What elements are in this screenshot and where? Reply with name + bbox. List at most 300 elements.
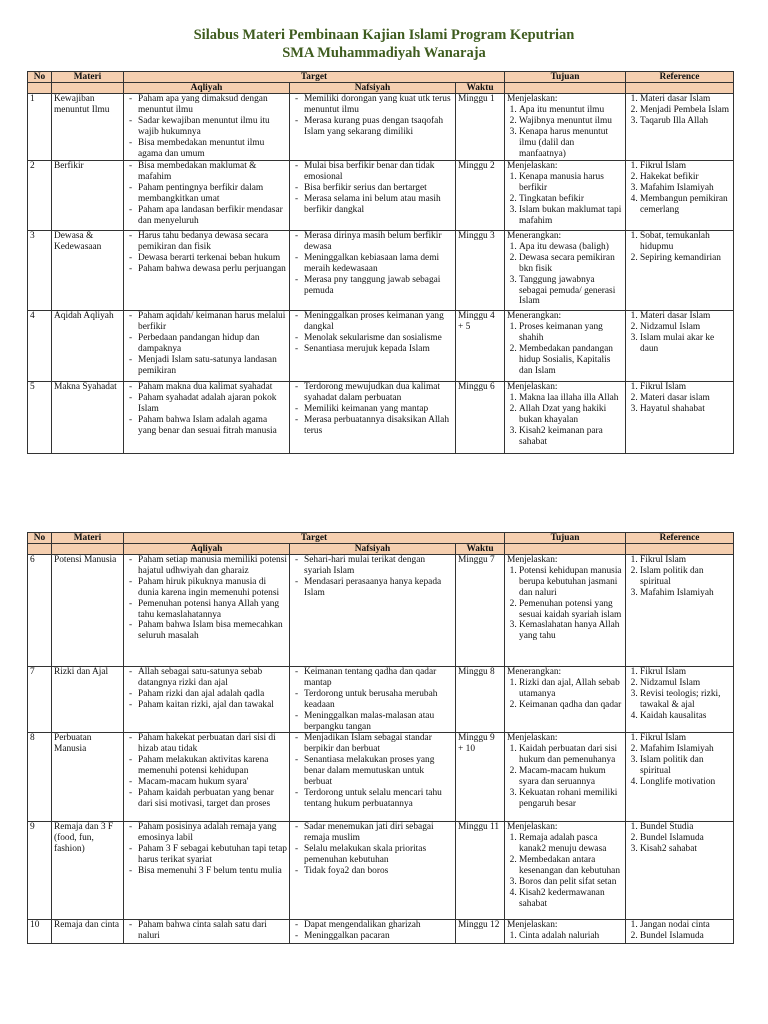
cell-reference [626, 382, 734, 454]
cell-materi [52, 231, 124, 311]
page-subtitle: SMA Muhammadiyah Wanaraja [282, 45, 486, 61]
materi-text: Aqidah Aqliyah [54, 311, 114, 321]
aqliyah-list [126, 555, 287, 642]
reference-item: 2. Hakekat befikir [640, 172, 731, 183]
reference-item: 2. Nidzamul Islam [640, 322, 731, 333]
materi-text: Perbuatan Manusia [54, 733, 92, 755]
reference-item: 4. Membangun pemikiran cemerlang [640, 194, 731, 216]
header-blank [626, 83, 734, 94]
cell-waktu [456, 94, 505, 161]
tujuan-item: 1. Potensi kehidupan manusia berupa kebutuhan jasmani dan naluri [519, 566, 623, 599]
table-row [28, 94, 734, 161]
cell-waktu [456, 920, 505, 944]
cell-tujuan [505, 382, 626, 454]
table-row [28, 822, 734, 920]
aqliyah-item: - Paham bahwa Islam adalah agama yang benar dan sesuai fitrah manusia [138, 415, 287, 437]
cell-reference [626, 555, 734, 667]
reference-list [628, 667, 731, 722]
header-blank [626, 544, 734, 555]
tujuan-item: 2. Dewasa secara pemikiran bkn fisik [519, 253, 623, 275]
reference-list [628, 733, 731, 788]
nafsiyah-item: - Senantiasa merujuk kepada Islam [304, 344, 453, 355]
waktu-text: Minggu 3 [458, 231, 495, 241]
header-blank [52, 544, 124, 555]
tujuan-item: 3. Kisah2 keimanan para sahabat [519, 426, 623, 448]
cell-waktu [456, 733, 505, 822]
cell-nafsiyah [290, 667, 456, 733]
cell-nafsiyah [290, 555, 456, 667]
table-row [28, 231, 734, 311]
aqliyah-list [126, 161, 287, 226]
reference-item: 1. Sobat, temukanlah hidupmu [640, 231, 731, 253]
cell-tujuan [505, 822, 626, 920]
cell-nafsiyah [290, 161, 456, 231]
cell-reference [626, 231, 734, 311]
cell-tujuan [505, 733, 626, 822]
tujuan-intro: Menjelaskan: [507, 161, 558, 171]
aqliyah-item: - Pemenuhan potensi hanya Allah yang tahu kemaslahatannya [138, 599, 287, 621]
aqliyah-item: - Allah sebagai satu-satunya sebab datangnya rizki dan ajal [138, 667, 287, 689]
nafsiyah-item: - Meninggalkan pacaran [304, 931, 453, 942]
cell-reference [626, 161, 734, 231]
waktu-text: Minggu 12 [458, 920, 500, 931]
cell-tujuan [505, 555, 626, 667]
reference-item: 2. Mafahim Islamiyah [640, 744, 731, 755]
reference-item: 2. Islam politik dan spiritual [640, 566, 731, 588]
nafsiyah-item: - Sehari-hari mulai terikat dengan syariah Islam [304, 555, 453, 577]
table-row [28, 311, 734, 382]
reference-item: 2. Bundel Islamuda [640, 833, 731, 844]
tujuan-item: 2. Membedakan pandangan hidup Sosialis, Kapitalis dan Islam [519, 344, 623, 377]
nafsiyah-item: - Senantiasa melakukan proses yang benar dalam memutuskan untuk berbuat [304, 755, 453, 788]
nafsiyah-list [292, 311, 453, 355]
cell-aqliyah [124, 94, 290, 161]
nafsiyah-item: - Meninggalkan proses keimanan yang dangkal [304, 311, 453, 333]
table-row [28, 382, 734, 454]
aqliyah-item: - Paham makna dua kalimat syahadat [138, 382, 287, 393]
cell-tujuan [505, 667, 626, 733]
tujuan-item: 2. Pemenuhan potensi yang sesuai kaidah syariah islam [519, 599, 623, 621]
header-target: Target [124, 533, 505, 544]
cell-aqliyah [124, 161, 290, 231]
nafsiyah-item: - Memiliki dorongan yang kuat utk terus menuntut ilmu [304, 94, 453, 116]
tujuan-item: 2. Macam-macam hukum syara dan seruannya [519, 766, 623, 788]
tujuan-intro: Menjelaskan: [507, 920, 558, 931]
nafsiyah-item: - Sadar menemukan jati diri sebagai remaja muslim [304, 822, 453, 844]
tujuan-item: 1. Makna laa illaha illa Allah [519, 393, 623, 404]
cell-reference [626, 920, 734, 944]
aqliyah-item: - Macam-macam hukum syara' [138, 777, 287, 788]
cell-nafsiyah [290, 311, 456, 382]
aqliyah-item: - Menjadi Islam satu-satunya landasan pemikiran [138, 355, 287, 377]
cell-materi [52, 920, 124, 944]
reference-list [628, 311, 731, 355]
tujuan-list [507, 322, 623, 377]
cell-nafsiyah [290, 94, 456, 161]
reference-item: 1. Fikrul Islam [640, 161, 731, 172]
tujuan-item: 1. Remaja adalah pasca kanak2 menuju dewasa [519, 833, 623, 855]
header-reference: Reference [626, 533, 734, 544]
tujuan-list [507, 833, 623, 909]
header-waktu: Waktu [456, 83, 505, 94]
tujuan-item: 1. Apa itu dewasa (baligh) [519, 242, 623, 253]
nafsiyah-item: - Dapat mengendalikan gharizah [304, 920, 453, 931]
reference-list [628, 822, 731, 855]
aqliyah-item: - Paham apa yang dimaksud dengan menuntut ilmu [138, 94, 287, 116]
row-number: 3 [30, 231, 35, 241]
header-blank [505, 83, 626, 94]
waktu-text: Minggu 6 [458, 382, 495, 392]
nafsiyah-list [292, 161, 453, 216]
aqliyah-list [126, 231, 287, 275]
cell-no [28, 822, 52, 920]
header-materi: Materi [52, 533, 124, 544]
tujuan-item: 3. Boros dan pelit sifat setan [519, 877, 623, 888]
row-number: 7 [30, 667, 35, 677]
tujuan-item: 1. Proses keimanan yang shahih [519, 322, 623, 344]
header-nafsiyah: Nafsiyah [290, 544, 456, 555]
reference-item: 2. Nidzamul Islam [640, 678, 731, 689]
cell-reference [626, 94, 734, 161]
reference-item: 3. Taqarub Illa Allah [640, 116, 731, 127]
aqliyah-item: - Paham kaitan rizki, ajal dan tawakal [138, 700, 287, 711]
materi-text: Kewajiban menuntut Ilmu [54, 94, 110, 115]
cell-materi [52, 311, 124, 382]
tujuan-list [507, 678, 623, 711]
nafsiyah-item: - Merasa pny tanggung jawab sebagai pemuda [304, 275, 453, 297]
syllabus-table-2 [27, 532, 734, 944]
cell-waktu [456, 822, 505, 920]
cell-waktu [456, 667, 505, 733]
aqliyah-item: - Paham setiap manusia memiliki potensi hajatul udhwiyah dan gharaiz [138, 555, 287, 577]
cell-waktu [456, 311, 505, 382]
tujuan-item: 3. Kenapa harus menuntut ilmu (dalil dan manfaatnya) [519, 127, 623, 160]
nafsiyah-list [292, 94, 453, 138]
reference-item: 2. Menjadi Pembela Islam [640, 105, 731, 116]
tujuan-item: 2. Keimanan qadha dan qadar [519, 700, 623, 711]
nafsiyah-item: - Bisa berfikir serius dan bertarget [304, 183, 453, 194]
reference-item: 1. Fikrul Islam [640, 667, 731, 678]
reference-item: 1. Bundel Studia [640, 822, 731, 833]
reference-item: 1. Fikrul Islam [640, 555, 731, 566]
tujuan-list [507, 393, 623, 448]
header-no: No [28, 533, 52, 544]
table-row [28, 920, 734, 944]
cell-aqliyah [124, 311, 290, 382]
header-blank [28, 83, 52, 94]
cell-tujuan [505, 94, 626, 161]
cell-reference [626, 822, 734, 920]
row-number: 2 [30, 161, 35, 171]
materi-text: Rizki dan Ajal [54, 667, 109, 677]
header-target: Target [124, 72, 505, 83]
reference-item: 3. Mafahim Islamiyah [640, 588, 731, 599]
cell-tujuan [505, 231, 626, 311]
cell-materi [52, 822, 124, 920]
cell-materi [52, 555, 124, 667]
tujuan-item: 2. Wajibnya menuntut ilmu [519, 116, 623, 127]
aqliyah-item: - Paham kaidah perbuatan yang benar dari sisi motivasi, target dan proses [138, 788, 287, 810]
cell-waktu [456, 555, 505, 667]
reference-item: 4. Kaidah kausalitas [640, 711, 731, 722]
nafsiyah-item: - Selalu melakukan skala prioritas pemenuhan kebutuhan [304, 844, 453, 866]
table-row [28, 667, 734, 733]
reference-item: 1. Materi dasar Islam [640, 94, 731, 105]
cell-no [28, 667, 52, 733]
cell-aqliyah [124, 920, 290, 944]
tujuan-list [507, 172, 623, 227]
cell-materi [52, 382, 124, 454]
nafsiyah-item: - Tidak foya2 dan boros [304, 866, 453, 877]
tujuan-item: 1. Rizki dan ajal, Allah sebab utamanya [519, 678, 623, 700]
header-nafsiyah: Nafsiyah [290, 83, 456, 94]
nafsiyah-list [292, 382, 453, 437]
reference-item: 1. Materi dasar Islam [640, 311, 731, 322]
row-number: 10 [30, 920, 40, 931]
waktu-text: Minggu 2 [458, 161, 495, 171]
cell-no [28, 920, 52, 944]
aqliyah-item: - Paham hiruk pikuknya manusia di dunia karena ingin memenuhi potensi [138, 577, 287, 599]
aqliyah-list [126, 94, 287, 159]
tujuan-item: 1. Cinta adalah naluriah [519, 931, 623, 942]
aqliyah-item: - Paham hakekat perbuatan dari sisi di hizab atau tidak [138, 733, 287, 755]
cell-aqliyah [124, 382, 290, 454]
reference-item: 3. Islam politik dan spiritual [640, 755, 731, 777]
cell-materi [52, 94, 124, 161]
table-row [28, 555, 734, 667]
reference-item: 4. Longlife motivation [640, 777, 731, 788]
aqliyah-item: - Paham apa landasan berfikir mendasar dan menyeluruh [138, 205, 287, 227]
row-number: 4 [30, 311, 35, 321]
nafsiyah-item: - Meninggalkan kebiasaan lama demi meraih kedewasaan [304, 253, 453, 275]
cell-nafsiyah [290, 231, 456, 311]
cell-tujuan [505, 161, 626, 231]
header-no: No [28, 72, 52, 83]
page-title: Silabus Materi Pembinaan Kajian Islami Program Keputrian [193, 27, 575, 43]
aqliyah-item: - Paham pentingnya berfikir dalam membangkitkan umat [138, 183, 287, 205]
tujuan-item: 2. Tingkatan befikir [519, 194, 623, 205]
reference-list [628, 920, 731, 942]
materi-text: Makna Syahadat [54, 382, 117, 392]
header-blank [505, 544, 626, 555]
cell-aqliyah [124, 231, 290, 311]
tujuan-intro: Menerangkan: [507, 311, 562, 321]
tujuan-intro: Menjelaskan: [507, 733, 558, 744]
header-aqliyah: Aqliyah [124, 83, 290, 94]
row-number: 5 [30, 382, 35, 392]
aqliyah-item: - Sadar kewajiban menuntut ilmu itu wajib hukumnya [138, 116, 287, 138]
cell-waktu [456, 161, 505, 231]
tujuan-intro: Menjelaskan: [507, 94, 558, 104]
tujuan-item: 4. Kisah2 kedermawanan sahabat [519, 888, 623, 910]
reference-list [628, 94, 731, 127]
nafsiyah-item: - Merasa perbuatannya disaksikan Allah terus [304, 415, 453, 437]
cell-nafsiyah [290, 920, 456, 944]
materi-text: Remaja dan 3 F (food, fun, fashion) [54, 822, 114, 855]
nafsiyah-list [292, 733, 453, 809]
tujuan-item: 2. Allah Dzat yang hakiki bukan khayalan [519, 404, 623, 426]
aqliyah-item: - Dewasa berarti terkenai beban hukum [138, 253, 287, 264]
waktu-text: Minggu 9 + 10 [458, 733, 495, 755]
materi-text: Remaja dan cinta [54, 920, 120, 931]
cell-nafsiyah [290, 733, 456, 822]
materi-text: Potensi Manusia [54, 555, 117, 565]
tujuan-item: 3. Tanggung jawabnya sebagai pemuda/ generasi Islam [519, 275, 623, 308]
table-row [28, 161, 734, 231]
aqliyah-item: - Paham bahwa dewasa perlu perjuangan [138, 264, 287, 275]
reference-list [628, 161, 731, 216]
nafsiyah-list [292, 920, 453, 942]
header-aqliyah: Aqliyah [124, 544, 290, 555]
cell-nafsiyah [290, 822, 456, 920]
waktu-text: Minggu 7 [458, 555, 495, 565]
aqliyah-item: - Paham bahwa cinta salah satu dari naluri [138, 920, 287, 942]
nafsiyah-item: - Terdorong mewujudkan dua kalimat syahadat dalam perbuatan [304, 382, 453, 404]
cell-nafsiyah [290, 382, 456, 454]
nafsiyah-item: - Menolak sekularisme dan sosialisme [304, 333, 453, 344]
aqliyah-list [126, 733, 287, 809]
aqliyah-item: - Bisa memenuhi 3 F belum tentu mulia [138, 866, 287, 877]
header-tujuan: Tujuan [505, 72, 626, 83]
tujuan-intro: Menerangkan: [507, 667, 562, 677]
cell-aqliyah [124, 733, 290, 822]
nafsiyah-list [292, 231, 453, 296]
tujuan-list [507, 242, 623, 307]
nafsiyah-item: - Merasa dirinya masih belum berfikir dewasa [304, 231, 453, 253]
nafsiyah-item: - Merasa kurang puas dengan tsaqofah Islam yang sekarang dimiliki [304, 116, 453, 138]
reference-item: 2. Materi dasar islam [640, 393, 731, 404]
aqliyah-item: - Paham syahadat adalah ajaran pokok Islam [138, 393, 287, 415]
reference-item: 3. Mafahim Islamiyah [640, 183, 731, 194]
tujuan-item: 2. Membedakan antara kesenangan dan kebutuhan [519, 855, 623, 877]
cell-aqliyah [124, 822, 290, 920]
waktu-text: Minggu 8 [458, 667, 495, 677]
nafsiyah-list [292, 667, 453, 732]
row-number: 1 [30, 94, 35, 104]
aqliyah-list [126, 822, 287, 877]
nafsiyah-item: - Terdorong untuk berusaha merubah keadaan [304, 689, 453, 711]
cell-no [28, 733, 52, 822]
materi-text: Berfikir [54, 161, 84, 171]
tujuan-item: 3. Kekuatan rohani memiliki pengaruh besar [519, 788, 623, 810]
waktu-text: Minggu 1 [458, 94, 495, 104]
nafsiyah-item: - Menjadikan Islam sebagai standar berpikir dan berbuat [304, 733, 453, 755]
tujuan-item: 3. Kemaslahatan hanya Allah yang tahu [519, 620, 623, 642]
tujuan-list [507, 566, 623, 642]
tujuan-item: 1. Kenapa manusia harus berfikir [519, 172, 623, 194]
cell-reference [626, 733, 734, 822]
cell-no [28, 231, 52, 311]
cell-tujuan [505, 311, 626, 382]
aqliyah-item: - Bisa membedakan menuntut ilmu agama dan umum [138, 138, 287, 160]
reference-item: 3. Kisah2 sahabat [640, 844, 731, 855]
tujuan-list [507, 744, 623, 809]
cell-waktu [456, 231, 505, 311]
aqliyah-item: - Paham 3 F sebagai kebutuhan tapi tetap harus terikat syariat [138, 844, 287, 866]
aqliyah-list [126, 920, 287, 942]
header-waktu: Waktu [456, 544, 505, 555]
nafsiyah-list [292, 555, 453, 599]
cell-materi [52, 667, 124, 733]
tujuan-intro: Menjelaskan: [507, 555, 558, 565]
table-row [28, 733, 734, 822]
aqliyah-list [126, 311, 287, 376]
tujuan-item: 3. Islam bukan maklumat tapi mafahim [519, 205, 623, 227]
reference-item: 1. Jangan nodai cinta [640, 920, 731, 931]
row-number: 9 [30, 822, 35, 833]
aqliyah-item: - Paham bahwa Islam bisa memecahkan seluruh masalah [138, 620, 287, 642]
reference-list [628, 555, 731, 599]
waktu-text: Minggu 11 [458, 822, 500, 833]
aqliyah-item: - Harus tahu bedanya dewasa secara pemikiran dan fisik [138, 231, 287, 253]
header-tujuan: Tujuan [505, 533, 626, 544]
row-number: 6 [30, 555, 35, 565]
materi-text: Dewasa & Kedewasaan [54, 231, 102, 252]
reference-item: 2. Bundel Islamuda [640, 931, 731, 942]
aqliyah-item: - Paham melakukan aktivitas karena memenuhi potensi kehidupan [138, 755, 287, 777]
tujuan-item: 1. Apa itu menuntut ilmu [519, 105, 623, 116]
aqliyah-item: - Paham posisinya adalah remaja yang emosinya labil [138, 822, 287, 844]
nafsiyah-item: - Meninggalkan malas-malasan atau berpangku tangan [304, 711, 453, 733]
reference-item: 3. Islam mulai akar ke daun [640, 333, 731, 355]
header-materi: Materi [52, 72, 124, 83]
row-number: 8 [30, 733, 35, 744]
reference-item: 1. Fikrul Islam [640, 733, 731, 744]
aqliyah-list [126, 667, 287, 711]
reference-list [628, 382, 731, 415]
syllabus-table-1 [27, 71, 734, 454]
cell-reference [626, 667, 734, 733]
waktu-text: Minggu 4 + 5 [458, 311, 495, 332]
tujuan-item: 1. Kaidah perbuatan dari sisi hukum dan pemenuhanya [519, 744, 623, 766]
cell-no [28, 94, 52, 161]
tujuan-intro: Menjelaskan: [507, 822, 558, 833]
cell-aqliyah [124, 667, 290, 733]
cell-materi [52, 161, 124, 231]
cell-tujuan [505, 920, 626, 944]
reference-item: 2. Sepiring kemandirian [640, 253, 731, 264]
aqliyah-item: - Paham rizki dan ajal adalah qadla [138, 689, 287, 700]
reference-item: 1. Fikrul Islam [640, 382, 731, 393]
nafsiyah-item: - Terdorong untuk selalu mencari tahu tentang hukum perbuatannya [304, 788, 453, 810]
cell-reference [626, 311, 734, 382]
header-blank [52, 83, 124, 94]
nafsiyah-item: - Keimanan tentang qadha dan qadar mantap [304, 667, 453, 689]
nafsiyah-item: - Merasa selama ini belum atau masih berfikir dangkal [304, 194, 453, 216]
nafsiyah-item: - Mulai bisa berfikir benar dan tidak emosional [304, 161, 453, 183]
reference-list [628, 231, 731, 264]
aqliyah-item: - Paham aqidah/ keimanan harus melalui berfikir [138, 311, 287, 333]
cell-no [28, 161, 52, 231]
tujuan-intro: Menerangkan: [507, 231, 562, 241]
cell-aqliyah [124, 555, 290, 667]
nafsiyah-list [292, 822, 453, 877]
tujuan-intro: Menjelaskan: [507, 382, 558, 392]
nafsiyah-item: - Mendasari perasaanya hanya kepada Islam [304, 577, 453, 599]
cell-no [28, 382, 52, 454]
aqliyah-list [126, 382, 287, 437]
tujuan-list [507, 105, 623, 160]
cell-waktu [456, 382, 505, 454]
aqliyah-item: - Perbedaan pandangan hidup dan dampaknya [138, 333, 287, 355]
aqliyah-item: - Bisa membedakan maklumat & mafahim [138, 161, 287, 183]
nafsiyah-item: - Memiliki keimanan yang mantap [304, 404, 453, 415]
tujuan-list [507, 931, 623, 942]
reference-item: 3. Revisi teologis; rizki, tawakal & ajal [640, 689, 731, 711]
reference-item: 3. Hayatul shahabat [640, 404, 731, 415]
header-reference: Reference [626, 72, 734, 83]
cell-no [28, 311, 52, 382]
